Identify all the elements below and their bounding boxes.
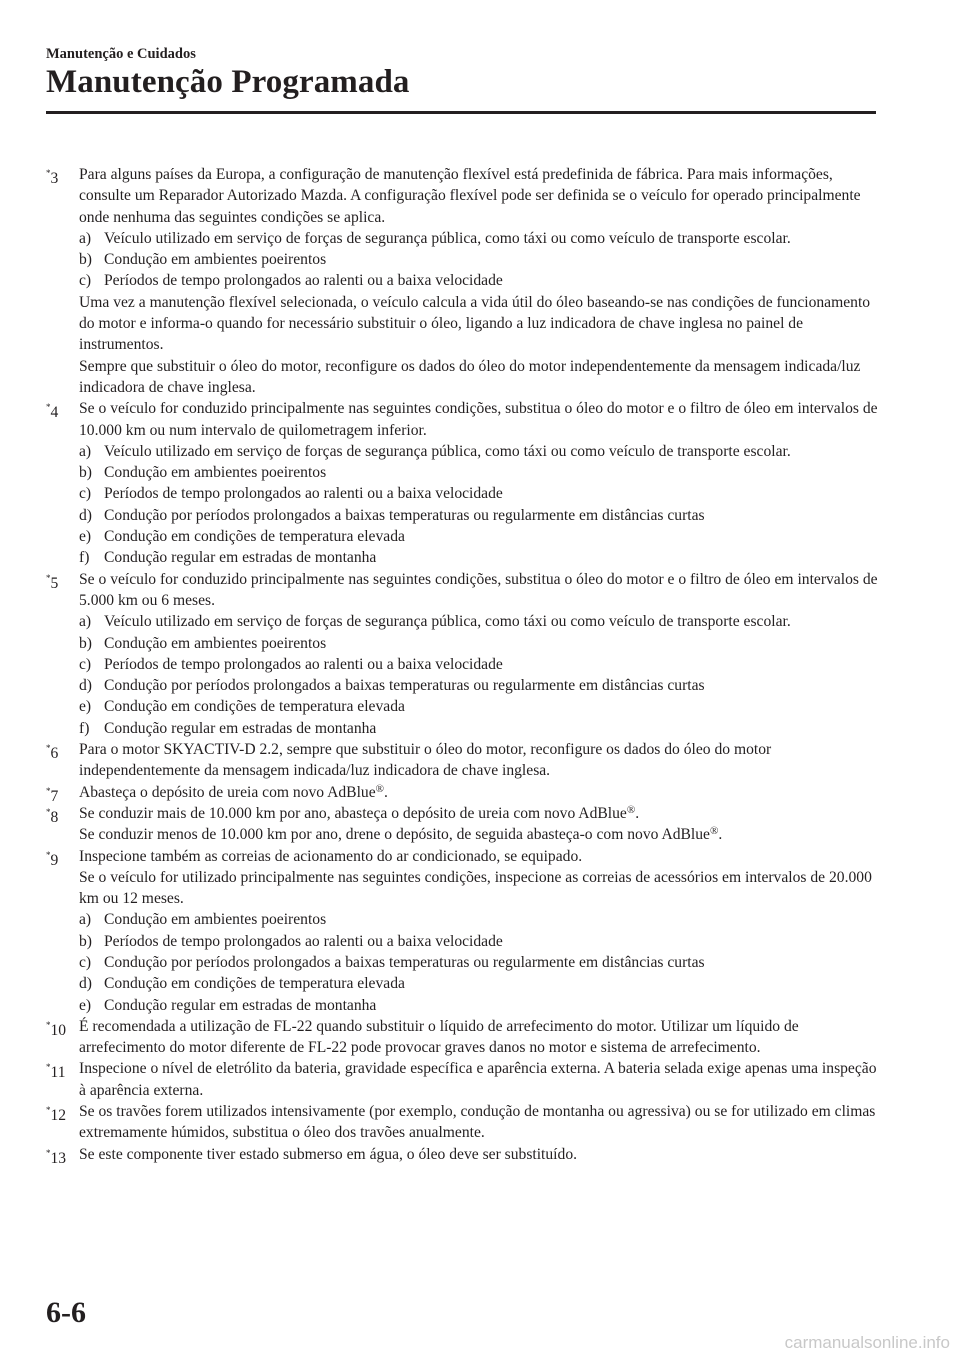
- condition-text: Períodos de tempo prolongados ao ralenti ou a baixa velocidade: [104, 932, 503, 950]
- condition-text: Condução em condições de temperatura elevada: [104, 698, 405, 716]
- condition-label: e): [79, 698, 92, 716]
- footnote-paragraph: Se conduzir menos de 10.000 km por ano, drene o depósito, de seguida abasteça-o com novo AdBlue®.: [79, 825, 723, 844]
- footnote-marker: *8: [46, 806, 59, 827]
- footnote-marker: *3: [46, 168, 59, 188]
- footnote-paragraph: Uma vez a manutenção flexível selecionada, o veículo calcula a vida útil do óleo baseando-se nas condições de funcionamento do motor e informa-o quando for necessário substituir o óleo, ligando a luz indicadora de chave inglesa no painel de instrumentos.: [79, 293, 871, 354]
- footnote-paragraph: Se o veículo for conduzido principalmente nas seguintes condições, substitua o óleo do motor e o filtro de óleo em intervalos de 5.000 km ou 6 meses.: [79, 570, 878, 609]
- condition-item: [79, 654, 880, 675]
- footnote-11: [46, 1058, 880, 1101]
- footnote-paragraph: Inspecione o nível de eletrólito da bateria, gravidade específica e aparência externa. A bateria selada exige apenas uma inspeção à aparência externa.: [79, 1060, 877, 1099]
- condition-label: c): [79, 485, 92, 503]
- condition-item: [79, 270, 880, 291]
- condition-text: Períodos de tempo prolongados ao ralenti ou a baixa velocidade: [104, 485, 503, 503]
- footnote-5: [46, 569, 880, 739]
- header-divider: [46, 111, 876, 114]
- condition-item: [79, 973, 880, 994]
- condition-text: Condução por períodos prolongados a baixas temperaturas ou regularmente em distâncias curtas: [104, 677, 705, 695]
- condition-item: [79, 931, 880, 952]
- condition-label: a): [79, 442, 92, 460]
- condition-text: Condução por períodos prolongados a baixas temperaturas ou regularmente em distâncias curtas: [104, 953, 705, 971]
- footnote-marker: *7: [46, 785, 59, 805]
- footnote-paragraph: Se os travões forem utilizados intensivamente (por exemplo, condução de montanha ou agressiva) ou se for utilizado em climas extremamente húmidos, substitua o óleo dos travões anualmente.: [79, 1103, 876, 1142]
- footnote-13: [46, 1144, 880, 1165]
- page-number: 6-6: [46, 1296, 86, 1329]
- footnote-paragraph: Sempre que substituir o óleo do motor, reconfigure os dados do óleo do motor independentemente da mensagem indicada/luz indicadora de chave inglesa.: [79, 357, 861, 396]
- condition-item: [79, 441, 880, 462]
- condition-label: e): [79, 996, 92, 1014]
- footnote-paragraph: Se este componente tiver estado submerso em água, o óleo deve ser substituído.: [79, 1145, 578, 1163]
- condition-item: [79, 696, 880, 717]
- condition-item: [79, 909, 880, 930]
- condition-item: [79, 547, 880, 568]
- condition-label: c): [79, 655, 92, 673]
- footnote-paragraph: Se o veículo for conduzido principalmente nas seguintes condições, substitua o óleo do motor e o filtro de óleo em intervalos de 10.000 km ou num intervalo de quilometragem inferior.: [79, 400, 878, 439]
- condition-label: d): [79, 506, 92, 524]
- footnote-9: [46, 846, 880, 1016]
- footnote-7: [46, 782, 880, 803]
- condition-text: Condução em ambientes poeirentos: [104, 464, 327, 482]
- footnotes-list: [46, 164, 880, 1165]
- footnote-marker: *11: [46, 1062, 66, 1082]
- condition-label: b): [79, 464, 92, 482]
- condition-item: [79, 483, 880, 504]
- footnote-paragraph: Para o motor SKYACTIV-D 2.2, sempre que substituir o óleo do motor, reconfigure os dados do óleo do motor independentemente da mensagem indicada/luz indicadora de chave inglesa.: [79, 741, 772, 780]
- footnote-4: [46, 398, 880, 568]
- condition-item: [79, 611, 880, 632]
- footnote-marker: *4: [46, 402, 59, 422]
- condition-text: Condução regular em estradas de montanha: [104, 549, 377, 567]
- condition-label: e): [79, 528, 92, 546]
- footnote-12: [46, 1101, 880, 1144]
- footnote-marker: *5: [46, 572, 59, 592]
- condition-text: Períodos de tempo prolongados ao ralenti ou a baixa velocidade: [104, 272, 503, 290]
- condition-label: c): [79, 953, 92, 971]
- footnote-paragraph: Se o veículo for utilizado principalmente nas seguintes condições, inspecione as correias de acessórios em intervalos de 20.000 km ou 12 meses.: [79, 868, 872, 908]
- footnote-marker: *10: [46, 1019, 67, 1040]
- condition-item: [79, 633, 880, 654]
- condition-text: Condução em ambientes poeirentos: [104, 251, 327, 269]
- condition-label: c): [79, 272, 92, 290]
- condition-label: b): [79, 932, 92, 950]
- condition-label: f): [79, 719, 90, 737]
- condition-label: d): [79, 975, 92, 993]
- condition-label: d): [79, 677, 92, 695]
- watermark: carmanualsonline.info: [784, 1333, 950, 1352]
- footnote-marker: *9: [46, 849, 59, 869]
- condition-text: Veículo utilizado em serviço de forças de segurança pública, como táxi ou como veículo de transporte escolar.: [104, 613, 791, 631]
- footnote-8: [46, 803, 880, 846]
- condition-item: [79, 995, 880, 1016]
- condition-label: a): [79, 229, 92, 247]
- condition-item: [79, 675, 880, 696]
- condition-text: Condução em ambientes poeirentos: [104, 634, 327, 652]
- footnote-10: [46, 1016, 880, 1059]
- condition-item: [79, 526, 880, 547]
- condition-text: Veículo utilizado em serviço de forças de segurança pública, como táxi ou como veículo de transporte escolar.: [104, 442, 791, 460]
- condition-label: b): [79, 634, 92, 652]
- condition-text: Condução em condições de temperatura elevada: [104, 528, 405, 546]
- condition-text: Condução em condições de temperatura elevada: [104, 975, 405, 993]
- condition-text: Condução regular em estradas de montanha: [104, 719, 377, 737]
- condition-item: [79, 952, 880, 973]
- footnote-paragraph: Abasteça o depósito de ureia com novo AdBlue®.: [79, 782, 388, 801]
- condition-item: [79, 249, 880, 270]
- footnote-paragraph: Se conduzir mais de 10.000 km por ano, abasteça o depósito de ureia com novo AdBlue®.: [79, 803, 640, 822]
- footnote-marker: *12: [46, 1105, 67, 1125]
- footnote-paragraph: É recomendada a utilização de FL-22 quando substituir o líquido de arrefecimento do motor. Utilizar um líquido de arrefecimento do motor diferente de FL-22 pode provocar graves danos no motor e sistema de arrefecimento.: [79, 1017, 799, 1057]
- condition-text: Condução regular em estradas de montanha: [104, 996, 377, 1014]
- footnote-6: [46, 739, 880, 782]
- footnote-3: [46, 164, 880, 398]
- page-title: Manutenção Programada: [46, 64, 410, 100]
- condition-label: f): [79, 549, 90, 567]
- condition-text: Veículo utilizado em serviço de forças de segurança pública, como táxi ou como veículo de transporte escolar.: [104, 229, 791, 247]
- condition-label: a): [79, 613, 92, 631]
- condition-text: Condução em ambientes poeirentos: [104, 911, 327, 929]
- condition-item: [79, 505, 880, 526]
- condition-label: a): [79, 911, 92, 929]
- condition-item: [79, 228, 880, 249]
- condition-item: [79, 718, 880, 739]
- footnote-paragraph: Para alguns países da Europa, a configuração de manutenção flexível está predefinida de fábrica. Para mais informações, consulte um Reparador Autorizado Mazda. A configuração flexível pode ser definida se o veículo for operado principalmente onde nenhuma das seguintes condições se aplica.: [79, 166, 861, 226]
- condition-text: Condução por períodos prolongados a baixas temperaturas ou regularmente em distâncias curtas: [104, 506, 705, 524]
- footnote-paragraph: Inspecione também as correias de acionamento do ar condicionado, se equipado.: [79, 847, 583, 865]
- condition-text: Períodos de tempo prolongados ao ralenti ou a baixa velocidade: [104, 655, 503, 673]
- condition-label: b): [79, 251, 92, 269]
- condition-item: [79, 462, 880, 483]
- footnote-marker: *13: [46, 1147, 67, 1167]
- section-title: Manutenção e Cuidados: [46, 46, 196, 62]
- footnote-marker: *6: [46, 743, 59, 763]
